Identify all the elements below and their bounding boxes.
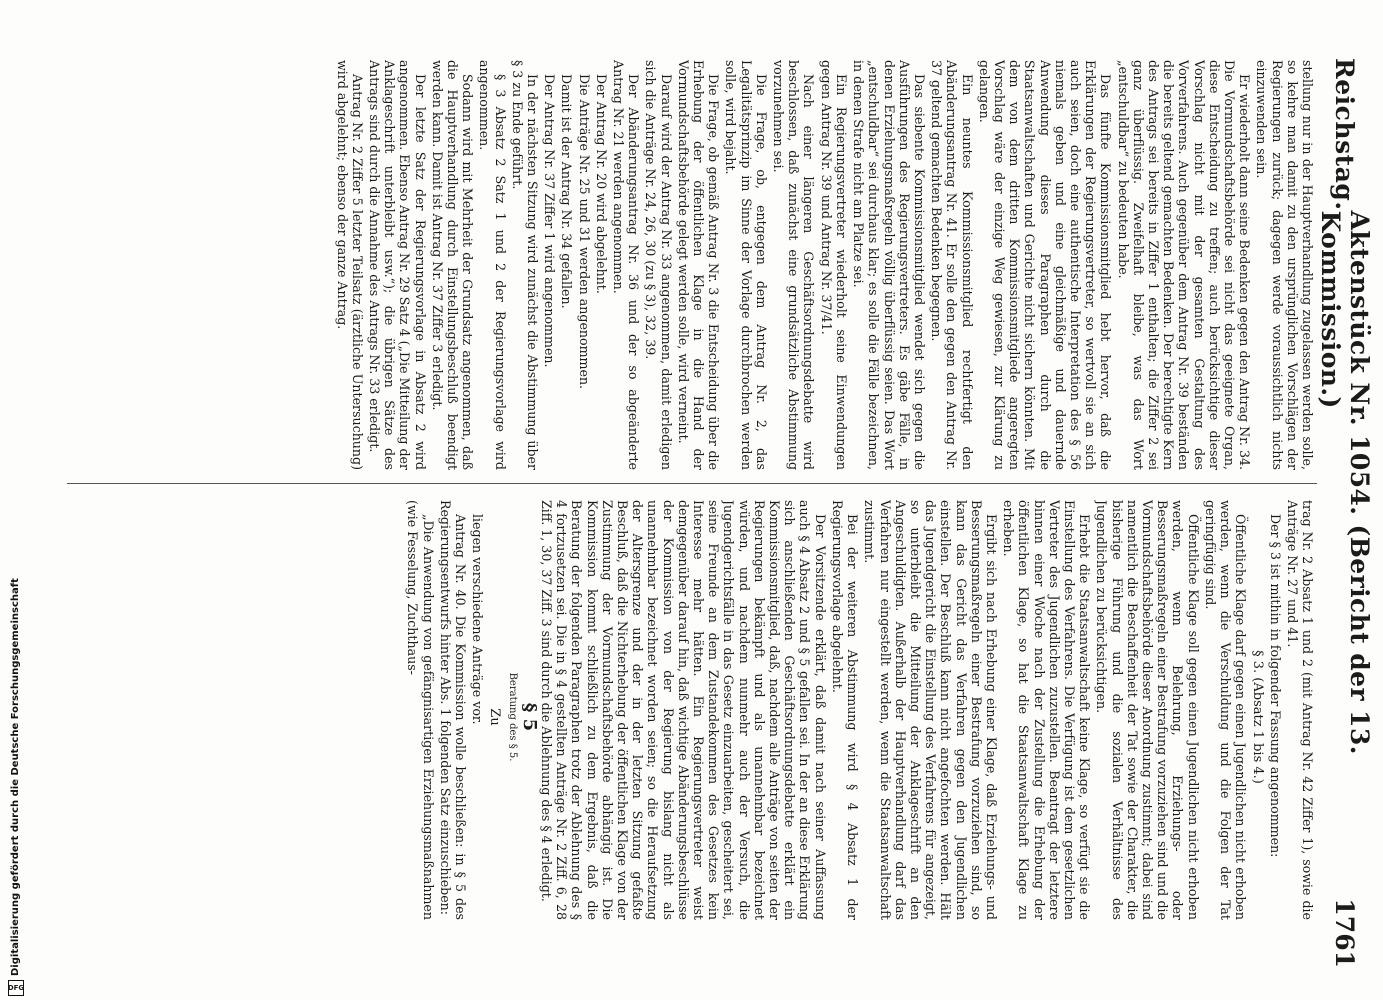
paragraph: Die Frage, ob, entgegen dem Antrag Nr. 2, das Legalitätsprinzip im Sinne der Vorlage durchbrochen werden solle, wird bejaht.: [723, 60, 769, 470]
paragraph: Das siebente Kommissionsmitglied wendet sich gegen die Ausführungen des Regierungsvertreters. Es gäbe Fälle, in denen Erziehungsmaßregeln völlig überflüssig seien. Das Wort „entschuldbar“ sei durchaus klar; es solle die Fälle bezeichnen, in denen Strafe nicht am Platze sei.: [851, 60, 927, 470]
paragraph: Die Anträge Nr. 25 und 31 werden angenommen.: [576, 74, 592, 390]
page-header: [1316, 58, 1374, 968]
paragraph: In der nächsten Sitzung wird zunächst die Abstimmung über § 3 zu Ende geführt.: [509, 60, 541, 470]
header-left: Reichstag.: [1330, 58, 1360, 211]
paragraph: Ein neuntes Kommissionsmitglied rechtfertigt den Abänderungsantrag Nr. 41. Er solle den gegen den Antrag Nr. 37 geltend gemachten Bedenken begegnen.: [929, 60, 975, 470]
paragraph: Der Abänderungsantrag Nr. 36 und der so abgeänderte Antrag Nr. 21 werden angenommen.: [611, 60, 642, 470]
paragraph: Der Vorsitzende erklärt, daß damit nach seiner Auffassung auch § 4 Absatz 2 und § 5 gefallen sei. In der an diese Erklärung sich anschließenden Geschäftsordnungsdebatte erklärt ein Kommissionsmitglied, daß, nachdem alle Anträge von seiten der Regierungen bekämpft und als unannehmbar bezeichnet würden, und nachdem nunmehr auch der Versuch, die Jugendgerichtsfälle in das Gesetz einzuarbeiten, gescheitert sei, seine Freunde an dem Zustandekommen des Gesetzes kein Interesse mehr hätten. Ein Regierungsvertreter weist demgegenüber darauf hin, daß wichtige Abänderungsbeschlüsse der Kommission von der Regierung bislang nicht als unannehmbar bezeichnet worden seien; so die Heraufsetzung der Altersgrenze und der in der letzten Sitzung gefaßte Beschluß, daß die Nichterhebung der öffentlichen Klage von der Zustimmung der Vormundschaftsbehörde abhängig ist. Die Kommission kommt schließlich zu dem Ergebnis, daß die Beratung der folgenden Paragraphen trotz der Ablehnung des § 4 fortzusetzen sei. Die in § 4 gestellten Anträge Nr. 2 Ziff. 6, 28 Ziff. 1, 30, 37 Ziff. 3 sind durch die Ablehnung des § 4 erledigt.: [539, 500, 828, 920]
paragraph: „Die Anwendung von gefängnisartigen Erziehungsmaßnahmen (wie Fesselung, Zuchthaus-: [405, 500, 436, 920]
column-divider: [67, 483, 1317, 484]
paragraph: Der § 3 ist mithin in folgender Fassung angenommen:: [1267, 514, 1283, 858]
paragraph: Darauf wird der Antrag Nr. 33 angenommen, damit erledigen sich die Anträge Nr. 24, 26, 30 (zu § 3), 32, 39.: [643, 60, 674, 470]
footer-credit: Digitalisierung gefördert durch die Deutsche Forschungsgemeinschaft: [10, 578, 21, 976]
zu-label: Zu: [487, 708, 503, 726]
footer-strip: [0, 0, 30, 1000]
header-title: Aktenstück Nr. 1054. (Bericht der 13. Kommission.): [1316, 210, 1374, 755]
right-column: [75, 500, 1315, 920]
paragraph: Erhebt die Staatsanwaltschaft keine Klage, so verfügt sie die Einstellung des Verfahrens. Die Verfügung ist dem gesetzlichen Vertreter des Jugendlichen zuzustellen. Beantragt der letztere binnen einer Woche nach der Zustellung die Erhebung der öffentlichen Klage, so hat die Staatsanwaltschaft Klage zu erheben.: [1001, 500, 1093, 920]
paragraph: Damit ist der Antrag Nr. 34 gefallen.: [559, 74, 575, 309]
paragraph: § 3 Absatz 2 Satz 1 und 2 der Regierungsvorlage wird angenommen.: [477, 60, 508, 470]
paragraph: Sodann wird mit Mehrheit der Grundsatz angenommen, daß die Hauptverhandlung durch Einstellungsbeschluß beendigt werden kann. Damit ist Antrag Nr. 37 Ziffer 3 erledigt.: [429, 60, 476, 470]
left-column: [75, 60, 1315, 470]
paragraph: Öffentliche Klage soll gegen einen Jugendlichen nicht erhoben werden, wenn Belehrung, Erziehungs- oder Besserungsmaßregeln einer Bestrafung vorzuziehen sind und die Vormundschaftsbehörde dieser Anordnung zustimmt; dabei sind namentlich die Beschaffenheit der Tat sowie der Charakter, die bisherige Führung und die sozialen Verhältnisse des Jugendlichen zu berücksichtigen.: [1094, 500, 1201, 920]
paragraph: Das fünfte Kommissionsmitglied hebt hervor, daß die Erklärungen der Regierungsvertreter, so wertvoll sie an sich auch seien, doch eine authentische Interpretation des § 56 niemals geben und eine gleichmäßige und dauernde Anwendung dieses Paragraphen durch die Staatsanwaltschaften und Gerichte nicht sichern könnten. Mit dem von dem dritten Kommissionsmitgliede angeregten Vorschlag wäre der einzige Weg gewiesen, zur Klärung zu gelangen.: [976, 60, 1114, 470]
paragraph: liegen verschiedene Anträge vor.: [470, 514, 486, 725]
paragraph: Die Frage, ob gemäß Antrag Nr. 3 die Entscheidung über die Erhebung der öffentlichen Klage in die Hand der Vormundschaftsbehörde gelegt werden solle, wird verneint.: [675, 60, 722, 470]
paragraph: trag Nr. 2 Absatz 1 und 2 (mit Antrag Nr. 42 Ziffer 1), sowie die Anträge Nr. 27 und 41.: [1284, 500, 1315, 920]
section-number: § 5: [518, 702, 540, 732]
paragraph: Antrag Nr. 40. Die Kommission wolle beschließen: in § 5 des Regierungsentwurfs hinter Abs. 1 folgenden Satz einzuschieben:: [437, 500, 469, 920]
page-number: 1761: [1330, 898, 1360, 968]
section-caption: Beratung des § 5.: [506, 672, 518, 762]
paragraph: Der Antrag Nr. 37 Ziffer 1 wird angenommen.: [542, 74, 558, 368]
paragraph: Bei der weiteren Abstimmung wird § 4 Absatz 1 der Regierungsvorlage abgelehnt.: [829, 500, 861, 920]
paragraph: Der letzte Satz der Regierungsvorlage in Absatz 2 wird angenommen. Ebenso Antrag Nr. 29 Satz 4 („Die Mitteilung der Anklageschrift unterbleibt usw.“); die übrigen Sätze des Antrags sind durch die Annahme des Antrags Nr. 33 erledigt.: [367, 60, 428, 470]
paragraph: Er wiederholt dann seine Bedenken gegen den Antrag Nr. 34. Die Vormundschaftsbehörde sei nicht das geeignete Organ, diese Entscheidung zu treffen; auch berücksichtige dieser Vorschlag nicht mit der gesamten Gestaltung des Vorverfahrens. Auch gegenüber dem Antrag Nr. 39 beständen die bereits geltend gemachten Bedenken. Der berechtigte Kern des Antrags sei bereits in Ziffer 1 enthalten; die Ziffer 2 sei ganz überflüssig. Zweifelhaft bleibe, was das Wort „entschuldbar“ zu bedeuten habe.: [1115, 60, 1253, 470]
paragraph: Ergibt sich nach Erhebung einer Klage, daß Erziehungs- und Besserungsmaßregeln einer Bestrafung vorzuziehen sind, so kann das Gericht das Verfahren gegen den Jugendlichen einstellen. Der Beschluß kann nicht angefochten werden. Hält das Jugendgericht die Einstellung des Verfahrens für angezeigt, so unterbleibt die Mitteilung der Anklageschrift an den Angeschuldigten. Außerhalb der Hauptverhandlung darf das Verfahren nur eingestellt werden, wenn die Staatsanwaltschaft zustimmt.: [862, 500, 999, 920]
paragraph: stellung nur in der Hauptverhandlung zugelassen werden solle, so kehre man damit zu den ursprünglichen Vorschlägen der Regierungen zurück; dagegen werde voraussichtlich nichts einzuwenden sein.: [1254, 60, 1315, 470]
paragraph: Öffentliche Klage darf gegen einen Jugendlichen nicht erhoben werden, wenn die Verschuldung und die Folgen der Tat geringfügig sind.: [1202, 500, 1249, 920]
paragraph: Nach einer längeren Geschäftsordnungsdebatte wird beschlossen, daß zunächst eine grundsätzliche Abstimmung vorzunehmen sei.: [771, 60, 817, 470]
dfg-logo-icon: DFG: [8, 980, 24, 996]
paragraph: Ein Regierungsvertreter wiederholt seine Einwendungen gegen Antrag Nr. 39 und Antrag Nr. 37/41.: [818, 60, 849, 470]
paragraph: Antrag Nr. 2 Ziffer 5 letzter Teilsatz (ärztliche Untersuchung) wird abgelehnt; ebenso der ganze Antrag.: [334, 60, 365, 470]
paragraph: Der Antrag Nr. 20 wird abgelehnt.: [593, 74, 609, 294]
section-heading: § 3. (Absatz 1 bis 4.): [1250, 650, 1266, 784]
